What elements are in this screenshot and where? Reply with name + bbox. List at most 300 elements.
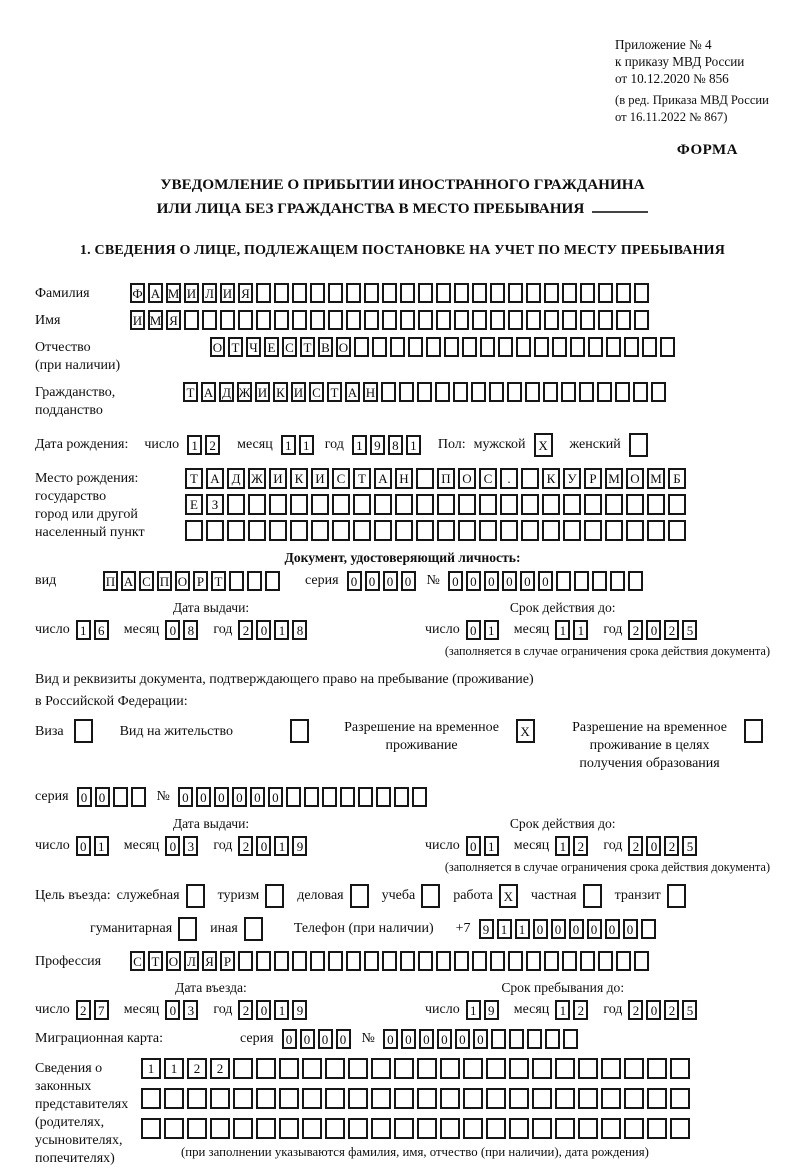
char-cell[interactable]: [601, 1088, 621, 1109]
char-cell[interactable]: [394, 1118, 414, 1139]
char-cell[interactable]: [292, 283, 307, 303]
char-cell[interactable]: Т: [148, 951, 163, 971]
char-cell[interactable]: [400, 310, 415, 330]
char-cell[interactable]: [544, 283, 559, 303]
char-cell[interactable]: Т: [300, 337, 315, 357]
char-cell[interactable]: [509, 1058, 529, 1079]
char-cell[interactable]: 0: [365, 571, 380, 591]
char-cell[interactable]: [417, 1118, 437, 1139]
char-cell[interactable]: [647, 520, 665, 541]
char-cell[interactable]: [364, 951, 379, 971]
char-cell[interactable]: С: [332, 468, 350, 489]
char-cell[interactable]: [562, 283, 577, 303]
char-cell[interactable]: [563, 494, 581, 515]
char-cell[interactable]: [247, 571, 262, 591]
char-cell[interactable]: [486, 1088, 506, 1109]
char-cell[interactable]: [206, 520, 224, 541]
char-cell[interactable]: [421, 884, 440, 908]
char-cell[interactable]: 1: [484, 620, 499, 640]
char-cell[interactable]: [395, 494, 413, 515]
char-cell[interactable]: И: [130, 310, 145, 330]
char-cell[interactable]: [472, 283, 487, 303]
char-cell[interactable]: [325, 1088, 345, 1109]
char-cell[interactable]: [141, 1088, 161, 1109]
char-cell[interactable]: [634, 310, 649, 330]
char-cell[interactable]: [292, 310, 307, 330]
char-cell[interactable]: X: [499, 884, 518, 908]
char-cell[interactable]: [302, 1118, 322, 1139]
char-cell[interactable]: [642, 337, 657, 357]
char-cell[interactable]: [670, 1088, 690, 1109]
char-cell[interactable]: [463, 1088, 483, 1109]
char-cell[interactable]: О: [458, 468, 476, 489]
char-cell[interactable]: [598, 951, 613, 971]
char-cell[interactable]: [489, 382, 504, 402]
char-cell[interactable]: [507, 382, 522, 402]
char-cell[interactable]: 5: [682, 1000, 697, 1020]
char-cell[interactable]: 8: [183, 620, 198, 640]
char-cell[interactable]: 0: [646, 836, 661, 856]
char-cell[interactable]: [310, 310, 325, 330]
char-cell[interactable]: К: [542, 468, 560, 489]
char-cell[interactable]: [265, 571, 280, 591]
char-cell[interactable]: 2: [205, 435, 220, 455]
char-cell[interactable]: [580, 951, 595, 971]
char-cell[interactable]: [238, 310, 253, 330]
char-cell[interactable]: 0: [455, 1029, 470, 1049]
char-cell[interactable]: В: [318, 337, 333, 357]
char-cell[interactable]: [562, 951, 577, 971]
char-cell[interactable]: [131, 787, 146, 807]
char-cell[interactable]: [633, 382, 648, 402]
char-cell[interactable]: [601, 1118, 621, 1139]
char-cell[interactable]: [598, 310, 613, 330]
char-cell[interactable]: X: [516, 719, 535, 743]
char-cell[interactable]: Т: [185, 468, 203, 489]
char-cell[interactable]: 0: [646, 620, 661, 640]
char-cell[interactable]: [555, 1058, 575, 1079]
char-cell[interactable]: [526, 951, 541, 971]
char-cell[interactable]: [408, 337, 423, 357]
char-cell[interactable]: [580, 310, 595, 330]
char-cell[interactable]: [302, 1058, 322, 1079]
char-cell[interactable]: 0: [605, 919, 620, 939]
char-cell[interactable]: [302, 1088, 322, 1109]
char-cell[interactable]: М: [605, 468, 623, 489]
char-cell[interactable]: 0: [533, 919, 548, 939]
char-cell[interactable]: 2: [573, 1000, 588, 1020]
char-cell[interactable]: [472, 951, 487, 971]
char-cell[interactable]: [340, 787, 355, 807]
char-cell[interactable]: [667, 884, 686, 908]
char-cell[interactable]: [227, 494, 245, 515]
char-cell[interactable]: [624, 1058, 644, 1079]
char-cell[interactable]: 0: [419, 1029, 434, 1049]
char-cell[interactable]: Л: [184, 951, 199, 971]
char-cell[interactable]: 0: [484, 571, 499, 591]
char-cell[interactable]: [310, 951, 325, 971]
char-cell[interactable]: 0: [165, 620, 180, 640]
char-cell[interactable]: [412, 787, 427, 807]
char-cell[interactable]: [233, 1088, 253, 1109]
char-cell[interactable]: [647, 1118, 667, 1139]
char-cell[interactable]: 0: [383, 1029, 398, 1049]
char-cell[interactable]: [624, 337, 639, 357]
char-cell[interactable]: [628, 571, 643, 591]
char-cell[interactable]: [256, 1058, 276, 1079]
char-cell[interactable]: [660, 337, 675, 357]
char-cell[interactable]: С: [282, 337, 297, 357]
char-cell[interactable]: [210, 1088, 230, 1109]
char-cell[interactable]: [416, 520, 434, 541]
char-cell[interactable]: 9: [370, 435, 385, 455]
char-cell[interactable]: [588, 337, 603, 357]
char-cell[interactable]: [269, 494, 287, 515]
char-cell[interactable]: [311, 520, 329, 541]
char-cell[interactable]: [498, 337, 513, 357]
char-cell[interactable]: [544, 951, 559, 971]
char-cell[interactable]: [491, 1029, 506, 1049]
char-cell[interactable]: [256, 283, 271, 303]
char-cell[interactable]: 2: [664, 620, 679, 640]
char-cell[interactable]: [279, 1058, 299, 1079]
char-cell[interactable]: [670, 1118, 690, 1139]
char-cell[interactable]: [374, 520, 392, 541]
char-cell[interactable]: 0: [256, 620, 271, 640]
char-cell[interactable]: [311, 494, 329, 515]
char-cell[interactable]: 0: [466, 571, 481, 591]
char-cell[interactable]: О: [175, 571, 190, 591]
char-cell[interactable]: [256, 1088, 276, 1109]
char-cell[interactable]: [274, 283, 289, 303]
char-cell[interactable]: [509, 1118, 529, 1139]
char-cell[interactable]: Т: [228, 337, 243, 357]
char-cell[interactable]: [616, 310, 631, 330]
char-cell[interactable]: [629, 433, 648, 457]
char-cell[interactable]: О: [336, 337, 351, 357]
char-cell[interactable]: 5: [682, 836, 697, 856]
char-cell[interactable]: [462, 337, 477, 357]
char-cell[interactable]: [353, 520, 371, 541]
char-cell[interactable]: 1: [274, 620, 289, 640]
char-cell[interactable]: 0: [196, 787, 211, 807]
char-cell[interactable]: [562, 310, 577, 330]
char-cell[interactable]: [634, 951, 649, 971]
char-cell[interactable]: [346, 951, 361, 971]
char-cell[interactable]: [417, 1088, 437, 1109]
char-cell[interactable]: [500, 520, 518, 541]
char-cell[interactable]: 1: [352, 435, 367, 455]
char-cell[interactable]: М: [166, 283, 181, 303]
char-cell[interactable]: [186, 884, 205, 908]
char-cell[interactable]: 2: [664, 836, 679, 856]
char-cell[interactable]: Ч: [246, 337, 261, 357]
char-cell[interactable]: [348, 1058, 368, 1079]
char-cell[interactable]: [458, 494, 476, 515]
char-cell[interactable]: [184, 310, 199, 330]
char-cell[interactable]: [164, 1088, 184, 1109]
char-cell[interactable]: [527, 1029, 542, 1049]
char-cell[interactable]: [624, 1088, 644, 1109]
char-cell[interactable]: 0: [300, 1029, 315, 1049]
char-cell[interactable]: Я: [238, 283, 253, 303]
char-cell[interactable]: [269, 520, 287, 541]
char-cell[interactable]: Б: [668, 468, 686, 489]
char-cell[interactable]: С: [130, 951, 145, 971]
char-cell[interactable]: А: [206, 468, 224, 489]
char-cell[interactable]: 0: [502, 571, 517, 591]
char-cell[interactable]: [578, 1088, 598, 1109]
char-cell[interactable]: [185, 520, 203, 541]
char-cell[interactable]: [641, 919, 656, 939]
char-cell[interactable]: [486, 1118, 506, 1139]
char-cell[interactable]: [322, 787, 337, 807]
char-cell[interactable]: 8: [292, 620, 307, 640]
char-cell[interactable]: [286, 787, 301, 807]
char-cell[interactable]: [584, 520, 602, 541]
char-cell[interactable]: [521, 468, 539, 489]
char-cell[interactable]: [500, 494, 518, 515]
char-cell[interactable]: И: [255, 382, 270, 402]
char-cell[interactable]: [227, 520, 245, 541]
char-cell[interactable]: [670, 1058, 690, 1079]
char-cell[interactable]: [376, 787, 391, 807]
char-cell[interactable]: [444, 337, 459, 357]
char-cell[interactable]: [521, 520, 539, 541]
char-cell[interactable]: [605, 520, 623, 541]
char-cell[interactable]: [350, 884, 369, 908]
char-cell[interactable]: 0: [473, 1029, 488, 1049]
char-cell[interactable]: 9: [292, 836, 307, 856]
char-cell[interactable]: [346, 283, 361, 303]
char-cell[interactable]: С: [309, 382, 324, 402]
char-cell[interactable]: [418, 310, 433, 330]
char-cell[interactable]: 0: [165, 1000, 180, 1020]
char-cell[interactable]: [416, 468, 434, 489]
char-cell[interactable]: [274, 310, 289, 330]
char-cell[interactable]: 1: [281, 435, 296, 455]
char-cell[interactable]: А: [345, 382, 360, 402]
char-cell[interactable]: [610, 571, 625, 591]
char-cell[interactable]: [556, 571, 571, 591]
char-cell[interactable]: [525, 382, 540, 402]
char-cell[interactable]: [290, 719, 309, 743]
char-cell[interactable]: [526, 283, 541, 303]
char-cell[interactable]: X: [534, 433, 553, 457]
char-cell[interactable]: 0: [466, 836, 481, 856]
char-cell[interactable]: [544, 310, 559, 330]
char-cell[interactable]: [390, 337, 405, 357]
char-cell[interactable]: [440, 1118, 460, 1139]
char-cell[interactable]: 1: [555, 1000, 570, 1020]
char-cell[interactable]: 2: [664, 1000, 679, 1020]
char-cell[interactable]: [668, 494, 686, 515]
char-cell[interactable]: [634, 283, 649, 303]
char-cell[interactable]: [744, 719, 763, 743]
char-cell[interactable]: [578, 1058, 598, 1079]
char-cell[interactable]: [545, 1029, 560, 1049]
char-cell[interactable]: [233, 1058, 253, 1079]
char-cell[interactable]: [290, 494, 308, 515]
char-cell[interactable]: [244, 917, 263, 941]
char-cell[interactable]: 1: [406, 435, 421, 455]
char-cell[interactable]: [256, 310, 271, 330]
char-cell[interactable]: 0: [77, 787, 92, 807]
char-cell[interactable]: Т: [211, 571, 226, 591]
char-cell[interactable]: [328, 283, 343, 303]
char-cell[interactable]: [532, 1088, 552, 1109]
char-cell[interactable]: 5: [682, 620, 697, 640]
char-cell[interactable]: [364, 310, 379, 330]
char-cell[interactable]: [606, 337, 621, 357]
char-cell[interactable]: [187, 1118, 207, 1139]
char-cell[interactable]: 0: [587, 919, 602, 939]
char-cell[interactable]: [400, 283, 415, 303]
char-cell[interactable]: 0: [336, 1029, 351, 1049]
char-cell[interactable]: [233, 1118, 253, 1139]
char-cell[interactable]: [304, 787, 319, 807]
char-cell[interactable]: [394, 787, 409, 807]
char-cell[interactable]: И: [269, 468, 287, 489]
char-cell[interactable]: 2: [187, 1058, 207, 1079]
char-cell[interactable]: [552, 337, 567, 357]
char-cell[interactable]: [516, 337, 531, 357]
char-cell[interactable]: [651, 382, 666, 402]
char-cell[interactable]: А: [121, 571, 136, 591]
char-cell[interactable]: [542, 520, 560, 541]
char-cell[interactable]: [279, 1088, 299, 1109]
char-cell[interactable]: 1: [484, 836, 499, 856]
char-cell[interactable]: 2: [238, 1000, 253, 1020]
char-cell[interactable]: 3: [183, 836, 198, 856]
char-cell[interactable]: 0: [165, 836, 180, 856]
char-cell[interactable]: А: [201, 382, 216, 402]
char-cell[interactable]: [382, 951, 397, 971]
char-cell[interactable]: [371, 1058, 391, 1079]
char-cell[interactable]: [561, 382, 576, 402]
char-cell[interactable]: [508, 310, 523, 330]
char-cell[interactable]: [624, 1118, 644, 1139]
char-cell[interactable]: 1: [94, 836, 109, 856]
char-cell[interactable]: 1: [573, 620, 588, 640]
char-cell[interactable]: 1: [515, 919, 530, 939]
char-cell[interactable]: Я: [166, 310, 181, 330]
char-cell[interactable]: [265, 884, 284, 908]
char-cell[interactable]: [472, 310, 487, 330]
char-cell[interactable]: [532, 1058, 552, 1079]
char-cell[interactable]: [436, 310, 451, 330]
char-cell[interactable]: [605, 494, 623, 515]
char-cell[interactable]: А: [374, 468, 392, 489]
char-cell[interactable]: [601, 1058, 621, 1079]
char-cell[interactable]: [310, 283, 325, 303]
char-cell[interactable]: 6: [94, 620, 109, 640]
char-cell[interactable]: 2: [210, 1058, 230, 1079]
char-cell[interactable]: [256, 951, 271, 971]
char-cell[interactable]: 0: [347, 571, 362, 591]
char-cell[interactable]: [332, 494, 350, 515]
char-cell[interactable]: [616, 951, 631, 971]
char-cell[interactable]: 1: [187, 435, 202, 455]
char-cell[interactable]: [381, 382, 396, 402]
char-cell[interactable]: [238, 951, 253, 971]
char-cell[interactable]: [178, 917, 197, 941]
char-cell[interactable]: [440, 1058, 460, 1079]
char-cell[interactable]: [542, 494, 560, 515]
char-cell[interactable]: Р: [584, 468, 602, 489]
char-cell[interactable]: [454, 951, 469, 971]
char-cell[interactable]: 7: [94, 1000, 109, 1020]
char-cell[interactable]: Ж: [248, 468, 266, 489]
char-cell[interactable]: [532, 1118, 552, 1139]
char-cell[interactable]: Л: [202, 283, 217, 303]
char-cell[interactable]: [113, 787, 128, 807]
char-cell[interactable]: [563, 1029, 578, 1049]
char-cell[interactable]: [555, 1088, 575, 1109]
char-cell[interactable]: 2: [628, 620, 643, 640]
char-cell[interactable]: [292, 951, 307, 971]
char-cell[interactable]: [382, 283, 397, 303]
char-cell[interactable]: [416, 494, 434, 515]
char-cell[interactable]: О: [210, 337, 225, 357]
char-cell[interactable]: 2: [238, 836, 253, 856]
char-cell[interactable]: 2: [628, 836, 643, 856]
char-cell[interactable]: [574, 571, 589, 591]
char-cell[interactable]: 0: [448, 571, 463, 591]
char-cell[interactable]: [364, 283, 379, 303]
char-cell[interactable]: [616, 283, 631, 303]
char-cell[interactable]: Т: [183, 382, 198, 402]
char-cell[interactable]: Е: [264, 337, 279, 357]
char-cell[interactable]: Я: [202, 951, 217, 971]
char-cell[interactable]: [479, 494, 497, 515]
char-cell[interactable]: 0: [256, 836, 271, 856]
char-cell[interactable]: [279, 1118, 299, 1139]
char-cell[interactable]: 0: [268, 787, 283, 807]
char-cell[interactable]: С: [139, 571, 154, 591]
char-cell[interactable]: [543, 382, 558, 402]
char-cell[interactable]: 1: [497, 919, 512, 939]
char-cell[interactable]: 0: [76, 836, 91, 856]
char-cell[interactable]: 1: [76, 620, 91, 640]
char-cell[interactable]: [395, 520, 413, 541]
char-cell[interactable]: 0: [178, 787, 193, 807]
char-cell[interactable]: [486, 1058, 506, 1079]
char-cell[interactable]: [248, 520, 266, 541]
char-cell[interactable]: Д: [219, 382, 234, 402]
char-cell[interactable]: Ф: [130, 283, 145, 303]
char-cell[interactable]: М: [647, 468, 665, 489]
char-cell[interactable]: 0: [466, 620, 481, 640]
char-cell[interactable]: 0: [551, 919, 566, 939]
char-cell[interactable]: [74, 719, 93, 743]
char-cell[interactable]: 1: [555, 620, 570, 640]
char-cell[interactable]: [578, 1118, 598, 1139]
char-cell[interactable]: 9: [292, 1000, 307, 1020]
char-cell[interactable]: 0: [383, 571, 398, 591]
char-cell[interactable]: [372, 337, 387, 357]
char-cell[interactable]: [479, 520, 497, 541]
char-cell[interactable]: [598, 283, 613, 303]
char-cell[interactable]: Н: [395, 468, 413, 489]
char-cell[interactable]: И: [184, 283, 199, 303]
char-cell[interactable]: 0: [318, 1029, 333, 1049]
char-cell[interactable]: [382, 310, 397, 330]
char-cell[interactable]: И: [291, 382, 306, 402]
char-cell[interactable]: [436, 283, 451, 303]
char-cell[interactable]: [437, 494, 455, 515]
char-cell[interactable]: 0: [250, 787, 265, 807]
